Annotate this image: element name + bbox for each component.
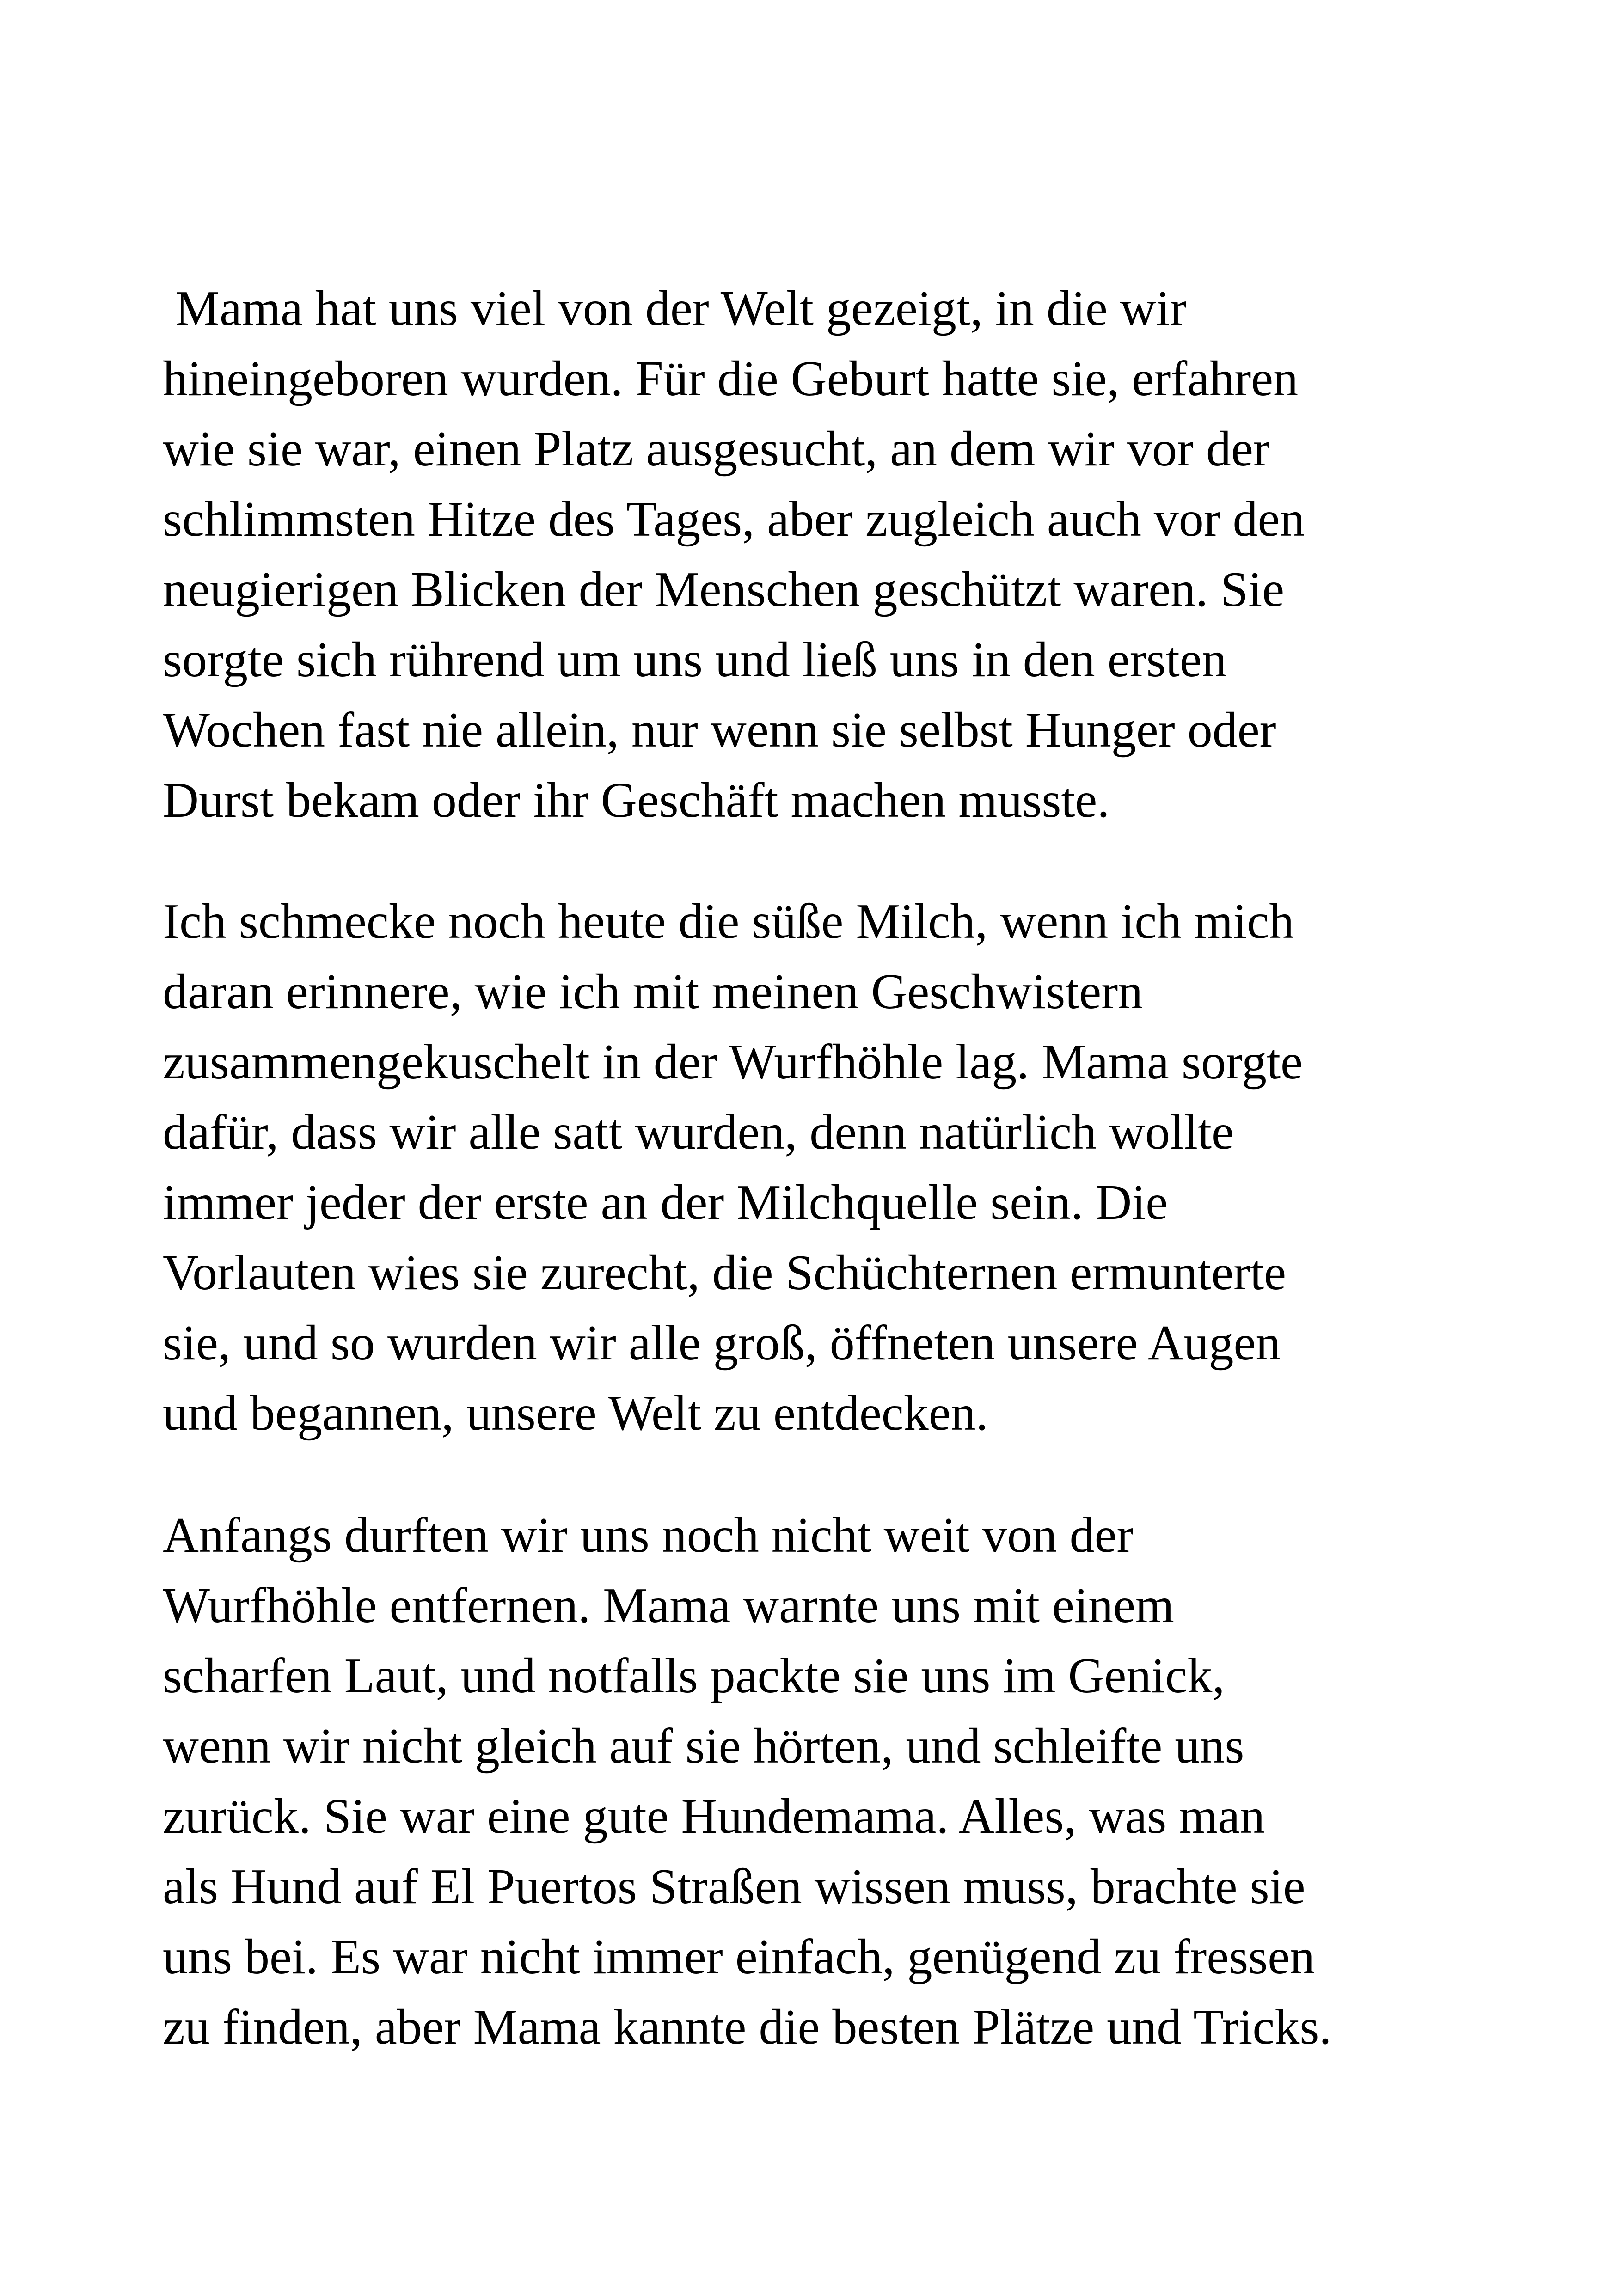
text-line: als Hund auf El Puertos Straßen wissen muss, brachte sie	[163, 1859, 1305, 1914]
text-line: neugierigen Blicken der Menschen geschützt waren. Sie	[163, 562, 1285, 617]
text-line: Anfangs durften wir uns noch nicht weit von der	[163, 1508, 1134, 1563]
text-line: sorgte sich rührend um uns und ließ uns in den ersten	[163, 632, 1227, 687]
text-line: Wurfhöhle entfernen. Mama warnte uns mit einem	[163, 1578, 1174, 1633]
text-line: hineingeboren wurden. Für die Geburt hatte sie, erfahren	[163, 351, 1299, 406]
text-line: sie, und so wurden wir alle groß, öffneten unsere Augen	[163, 1316, 1281, 1371]
text-line: scharfen Laut, und notfalls packte sie uns im Genick,	[163, 1648, 1225, 1703]
paragraph-2	[163, 887, 1550, 1449]
text-line: Wochen fast nie allein, nur wenn sie selbst Hunger oder	[163, 703, 1276, 758]
text-line: zu finden, aber Mama kannte die besten Plätze und Tricks.	[163, 2000, 1332, 2055]
text-line: wie sie war, einen Platz ausgesucht, an dem wir vor der	[163, 422, 1270, 477]
text-line: wenn wir nicht gleich auf sie hörten, und schleifte uns	[163, 1719, 1244, 1774]
text-line: Ich schmecke noch heute die süße Milch, wenn ich mich	[163, 894, 1294, 949]
paragraph-3	[163, 1500, 1550, 2063]
text-line: zurück. Sie war eine gute Hundemama. Alles, was man	[163, 1789, 1265, 1844]
text-line: daran erinnere, wie ich mit meinen Geschwistern	[163, 964, 1143, 1019]
text-line: und begannen, unsere Welt zu entdecken.	[163, 1386, 988, 1441]
paragraph-1	[163, 274, 1550, 836]
text-line: uns bei. Es war nicht immer einfach, genügend zu fressen	[163, 1929, 1315, 1984]
text-line: schlimmsten Hitze des Tages, aber zugleich auch vor den	[163, 492, 1305, 547]
text-line: Durst bekam oder ihr Geschäft machen musste.	[163, 773, 1110, 828]
text-line: zusammengekuschelt in der Wurfhöhle lag. Mama sorgte	[163, 1035, 1303, 1090]
text-line: Vorlauten wies sie zurecht, die Schüchternen ermunterte	[163, 1245, 1287, 1300]
text-line: dafür, dass wir alle satt wurden, denn natürlich wollte	[163, 1105, 1234, 1160]
text-line: Mama hat uns viel von der Welt gezeigt, in die wir	[163, 281, 1187, 336]
text-line: immer jeder der erste an der Milchquelle sein. Die	[163, 1175, 1168, 1230]
